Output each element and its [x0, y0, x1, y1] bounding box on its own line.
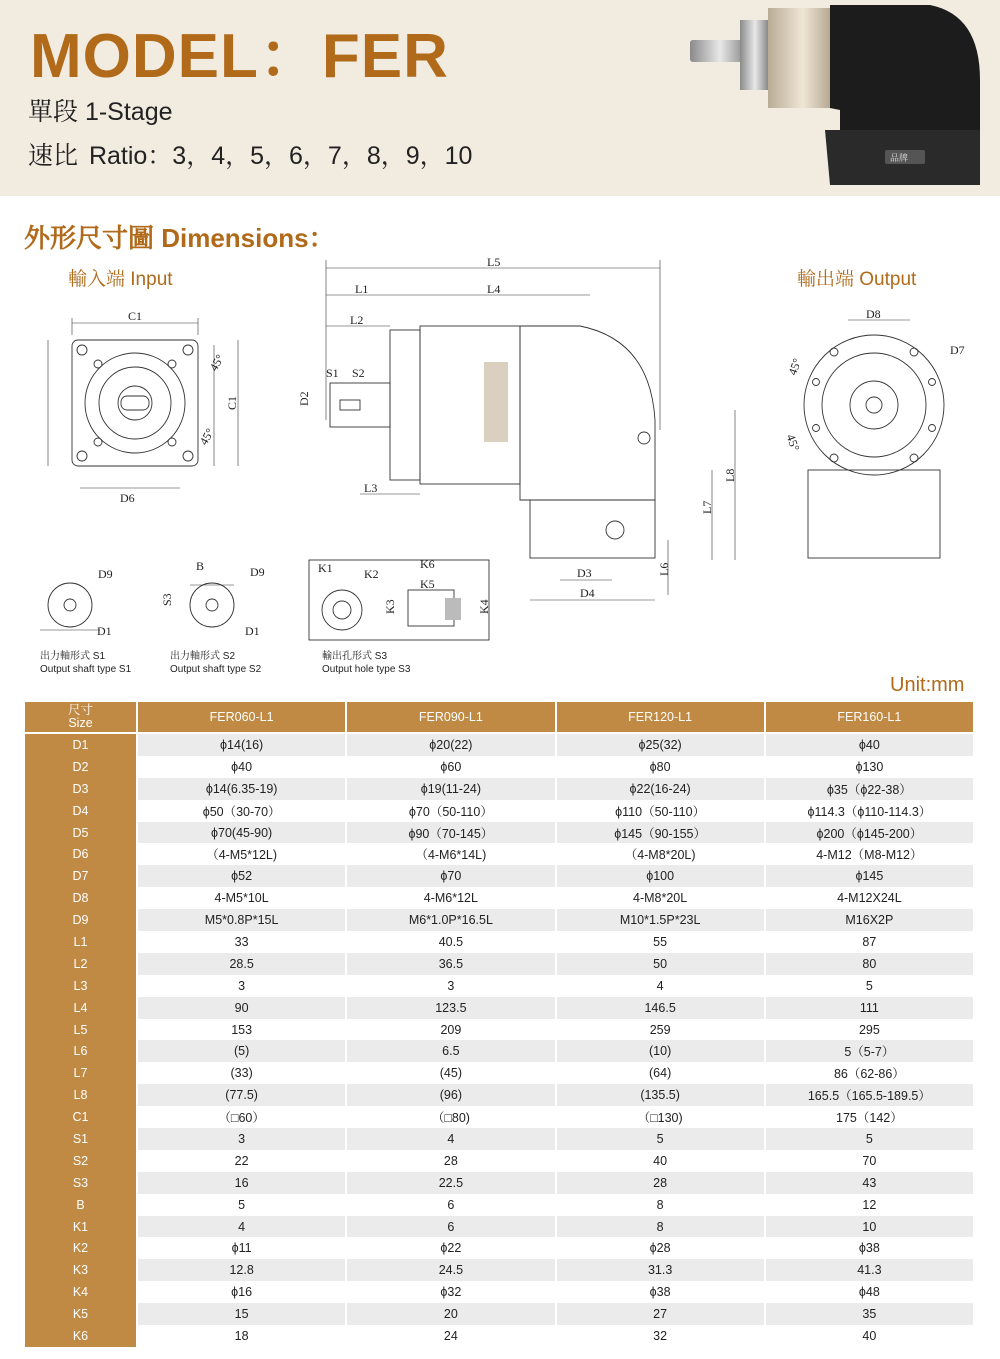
caption-s2: [170, 650, 261, 676]
table-cell: ϕ90（70-145）: [346, 822, 555, 844]
table-row: [25, 1303, 974, 1325]
table-cell: 3: [346, 975, 555, 997]
table-row: [25, 1172, 974, 1194]
label-s1: S1: [326, 366, 339, 380]
row-label: D4: [25, 800, 137, 822]
label-d2: D2: [297, 391, 311, 406]
table-cell: 165.5（165.5-189.5）: [765, 1084, 974, 1106]
dimensions-title: 外形尺寸圖 Dimensions：: [24, 223, 335, 253]
caption-s3: [322, 650, 410, 676]
table-cell: ϕ11: [137, 1237, 346, 1259]
table-cell: (10): [556, 1040, 765, 1062]
table-header-row: [25, 702, 974, 733]
table-cell: ϕ35（ϕ22-38）: [765, 778, 974, 800]
gearbox-product-image: [680, 0, 1000, 196]
label-l6: L6: [657, 562, 671, 576]
table-cell: 123.5: [346, 997, 555, 1019]
table-row: [25, 975, 974, 997]
table-cell: ϕ25(32): [556, 733, 765, 756]
table-cell: ϕ52: [137, 865, 346, 887]
shaft-type-s2-drawing: [160, 559, 265, 638]
table-cell: ϕ14(16): [137, 733, 346, 756]
table-cell: 4: [556, 975, 765, 997]
column-header: FER090-L1: [346, 702, 555, 733]
table-cell: 90: [137, 997, 346, 1019]
label-k5: K5: [420, 577, 435, 591]
label-d1-s1: D1: [97, 624, 112, 638]
caption-s1: [40, 650, 131, 676]
label-l8: L8: [723, 468, 737, 482]
label-k2: K2: [364, 567, 379, 581]
table-cell: (77.5): [137, 1084, 346, 1106]
table-cell: 36.5: [346, 953, 555, 975]
label-k6: K6: [420, 557, 435, 571]
table-cell: 15: [137, 1303, 346, 1325]
table-cell: 16: [137, 1172, 346, 1194]
label-b: B: [196, 559, 205, 573]
table-cell: ϕ130: [765, 756, 974, 778]
table-cell: ϕ38: [556, 1281, 765, 1303]
table-row: [25, 756, 974, 778]
label-d9-s2: D9: [250, 565, 265, 579]
row-label: K2: [25, 1237, 137, 1259]
table-cell: 5: [765, 975, 974, 997]
table-cell: (33): [137, 1062, 346, 1084]
caption-s1-en: Output shaft type S1: [40, 664, 132, 675]
table-cell: M16X2P: [765, 909, 974, 931]
label-d3: D3: [577, 566, 592, 580]
row-label: K5: [25, 1303, 137, 1325]
label-d7: D7: [950, 343, 965, 357]
table-cell: ϕ20(22): [346, 733, 555, 756]
label-d4: D4: [580, 586, 595, 600]
row-label: D5: [25, 822, 137, 844]
table-cell: （4-M5*12L): [137, 843, 346, 865]
row-label: B: [25, 1194, 137, 1216]
table-cell: M5*0.8P*15L: [137, 909, 346, 931]
table-cell: ϕ22(16-24): [556, 778, 765, 800]
table-cell: 87: [765, 931, 974, 953]
table-cell: 209: [346, 1019, 555, 1041]
output-view-drawing: [784, 307, 965, 558]
side-view-drawing: [297, 255, 737, 600]
table-row: [25, 1216, 974, 1238]
table-cell: 175（142）: [765, 1106, 974, 1128]
table-cell: ϕ28: [556, 1237, 765, 1259]
table-cell: 50: [556, 953, 765, 975]
table-cell: ϕ80: [556, 756, 765, 778]
table-cell: ϕ14(6.35-19): [137, 778, 346, 800]
table-row: [25, 1259, 974, 1281]
input-view-drawing: [48, 309, 239, 505]
table-cell: 4-M8*20L: [556, 887, 765, 909]
label-d1-s2: D1: [245, 624, 260, 638]
table-cell: ϕ32: [346, 1281, 555, 1303]
table-cell: 146.5: [556, 997, 765, 1019]
table-cell: （□60）: [137, 1106, 346, 1128]
label-l3: L3: [364, 481, 378, 495]
body-brand: FAMED: [520, 346, 537, 402]
table-cell: 4: [346, 1128, 555, 1150]
label-c1-side: C1: [225, 395, 239, 410]
table-cell: （4-M6*14L): [346, 843, 555, 865]
label-l4: L4: [487, 282, 501, 296]
table-cell: 3: [137, 975, 346, 997]
table-cell: (5): [137, 1040, 346, 1062]
table-cell: ϕ70(45-90): [137, 822, 346, 844]
table-row: [25, 733, 974, 756]
table-cell: 28: [346, 1150, 555, 1172]
table-cell: ϕ145（90-155）: [556, 822, 765, 844]
label-angle-top: 45°: [206, 351, 228, 374]
table-cell: 24: [346, 1325, 555, 1347]
table-row: [25, 1106, 974, 1128]
table-cell: ϕ200（ϕ145-200）: [765, 822, 974, 844]
unit-label: Unit:mm: [890, 674, 965, 696]
table-cell: 5: [137, 1194, 346, 1216]
table-cell: 8: [556, 1194, 765, 1216]
row-label: L8: [25, 1084, 137, 1106]
table-cell: 6: [346, 1216, 555, 1238]
label-l7: L7: [700, 500, 714, 514]
table-row: [25, 843, 974, 865]
table-cell: ϕ38: [765, 1237, 974, 1259]
table-cell: 3: [137, 1128, 346, 1150]
row-label: D6: [25, 843, 137, 865]
table-cell: ϕ60: [346, 756, 555, 778]
product-brand-mark: 品牌: [890, 153, 909, 163]
table-cell: 22: [137, 1150, 346, 1172]
table-cell: （4-M8*20L): [556, 843, 765, 865]
table-cell: （□80): [346, 1106, 555, 1128]
ratio-label: 速比 Ratio：3，4，5，6，7，8，9，10: [28, 142, 473, 170]
table-cell: 10: [765, 1216, 974, 1238]
table-cell: ϕ40: [137, 756, 346, 778]
output-side-label: 輸出端 Output: [797, 269, 917, 290]
caption-s3-zh: 輸出孔形式 S3: [322, 651, 388, 662]
label-c1-top: C1: [128, 309, 143, 323]
table-row: [25, 953, 974, 975]
label-d8: D8: [866, 307, 881, 321]
label-s2: S2: [352, 366, 365, 380]
label-l5: L5: [487, 255, 501, 269]
size-header-zh: 尺寸: [67, 703, 93, 717]
table-cell: 12: [765, 1194, 974, 1216]
table-row: [25, 909, 974, 931]
table-cell: 4-M12X24L: [765, 887, 974, 909]
label-d6: D6: [120, 491, 135, 505]
row-label: L3: [25, 975, 137, 997]
table-cell: (135.5): [556, 1084, 765, 1106]
caption-s1-zh: 出力軸形式 S1: [40, 651, 106, 662]
caption-s2-en: Output shaft type S2: [170, 664, 262, 675]
row-label: D1: [25, 733, 137, 756]
table-cell: 28: [556, 1172, 765, 1194]
table-cell: 4-M12（M8-M12）: [765, 843, 974, 865]
caption-s2-zh: 出力軸形式 S2: [170, 651, 236, 662]
label-k4: K4: [477, 599, 491, 614]
table-cell: ϕ50（30-70）: [137, 800, 346, 822]
table-row: [25, 1040, 974, 1062]
table-row: [25, 1084, 974, 1106]
table-cell: 4: [137, 1216, 346, 1238]
table-cell: 27: [556, 1303, 765, 1325]
row-label: K3: [25, 1259, 137, 1281]
table-cell: ϕ16: [137, 1281, 346, 1303]
label-l1: L1: [355, 282, 369, 296]
table-row: [25, 1281, 974, 1303]
shaft-type-s1-drawing: [40, 567, 113, 638]
table-row: [25, 822, 974, 844]
table-cell: 4-M6*12L: [346, 887, 555, 909]
row-label: L6: [25, 1040, 137, 1062]
table-cell: 40.5: [346, 931, 555, 953]
table-cell: 32: [556, 1325, 765, 1347]
table-cell: ϕ70: [346, 865, 555, 887]
hole-type-s3-drawing: [309, 557, 491, 640]
spec-table: [25, 702, 975, 1347]
table-cell: 41.3: [765, 1259, 974, 1281]
table-cell: 5（5-7）: [765, 1040, 974, 1062]
table-cell: ϕ110（50-110）: [556, 800, 765, 822]
table-cell: ϕ48: [765, 1281, 974, 1303]
table-cell: 86（62-86）: [765, 1062, 974, 1084]
row-label: D3: [25, 778, 137, 800]
label-output-angle-top: 45°: [785, 356, 805, 378]
table-row: [25, 800, 974, 822]
table-row: [25, 997, 974, 1019]
label-d9-s1: D9: [98, 567, 113, 581]
table-cell: 22.5: [346, 1172, 555, 1194]
table-cell: (64): [556, 1062, 765, 1084]
table-cell: 28.5: [137, 953, 346, 975]
row-label: D8: [25, 887, 137, 909]
row-label: L5: [25, 1019, 137, 1041]
row-label: D9: [25, 909, 137, 931]
size-header-en: Size: [68, 716, 93, 730]
row-label: S3: [25, 1172, 137, 1194]
table-cell: M6*1.0P*16.5L: [346, 909, 555, 931]
dimension-drawings: [0, 240, 1000, 690]
header-band: [0, 0, 1000, 196]
label-output-angle-bottom: 45°: [783, 432, 803, 453]
table-row: [25, 1150, 974, 1172]
row-label: S1: [25, 1128, 137, 1150]
table-cell: 80: [765, 953, 974, 975]
model-title: MODEL：FER: [30, 22, 449, 91]
table-row: [25, 1062, 974, 1084]
row-label: K1: [25, 1216, 137, 1238]
row-label: D2: [25, 756, 137, 778]
label-l2: L2: [350, 313, 364, 327]
table-cell: 4-M5*10L: [137, 887, 346, 909]
table-row: [25, 865, 974, 887]
table-cell: 20: [346, 1303, 555, 1325]
table-cell: ϕ22: [346, 1237, 555, 1259]
row-label: K6: [25, 1325, 137, 1347]
table-cell: (45): [346, 1062, 555, 1084]
table-cell: ϕ100: [556, 865, 765, 887]
table-cell: 8: [556, 1216, 765, 1238]
label-k1: K1: [318, 561, 333, 575]
row-label: D7: [25, 865, 137, 887]
column-header: FER160-L1: [765, 702, 974, 733]
table-cell: 6.5: [346, 1040, 555, 1062]
table-cell: 40: [556, 1150, 765, 1172]
row-label: S2: [25, 1150, 137, 1172]
table-cell: 295: [765, 1019, 974, 1041]
table-cell: (96): [346, 1084, 555, 1106]
table-row: [25, 1237, 974, 1259]
table-cell: 33: [137, 931, 346, 953]
table-cell: 5: [556, 1128, 765, 1150]
table-row: [25, 1019, 974, 1041]
table-cell: 111: [765, 997, 974, 1019]
table-cell: 259: [556, 1019, 765, 1041]
row-label: K4: [25, 1281, 137, 1303]
row-label: L4: [25, 997, 137, 1019]
table-cell: 43: [765, 1172, 974, 1194]
column-header: FER060-L1: [137, 702, 346, 733]
table-row: [25, 1325, 974, 1347]
table-cell: 35: [765, 1303, 974, 1325]
row-label: L7: [25, 1062, 137, 1084]
table-row: [25, 887, 974, 909]
row-label: C1: [25, 1106, 137, 1128]
table-cell: ϕ70（50-110）: [346, 800, 555, 822]
table-cell: 18: [137, 1325, 346, 1347]
table-cell: ϕ145: [765, 865, 974, 887]
label-s3: S3: [160, 593, 174, 606]
table-cell: （□130): [556, 1106, 765, 1128]
row-label: L2: [25, 953, 137, 975]
table-cell: 5: [765, 1128, 974, 1150]
label-angle-bottom: 45°: [196, 425, 218, 448]
row-label: L1: [25, 931, 137, 953]
size-header: [25, 702, 137, 733]
table-cell: 55: [556, 931, 765, 953]
table-cell: 24.5: [346, 1259, 555, 1281]
label-k3: K3: [383, 599, 397, 614]
table-cell: ϕ114.3（ϕ110-114.3）: [765, 800, 974, 822]
table-cell: 12.8: [137, 1259, 346, 1281]
table-cell: 40: [765, 1325, 974, 1347]
table-cell: 70: [765, 1150, 974, 1172]
caption-s3-en: Output hole type S3: [322, 664, 411, 675]
table-row: [25, 931, 974, 953]
table-cell: 31.3: [556, 1259, 765, 1281]
table-cell: ϕ40: [765, 733, 974, 756]
table-row: [25, 778, 974, 800]
table-cell: M10*1.5P*23L: [556, 909, 765, 931]
table-cell: 153: [137, 1019, 346, 1041]
table-row: [25, 1194, 974, 1216]
column-header: FER120-L1: [556, 702, 765, 733]
stage-label: 單段 1-Stage: [28, 98, 173, 126]
table-row: [25, 1128, 974, 1150]
table-cell: ϕ19(11-24): [346, 778, 555, 800]
table-cell: 6: [346, 1194, 555, 1216]
input-side-label: 輸入端 Input: [68, 269, 173, 290]
